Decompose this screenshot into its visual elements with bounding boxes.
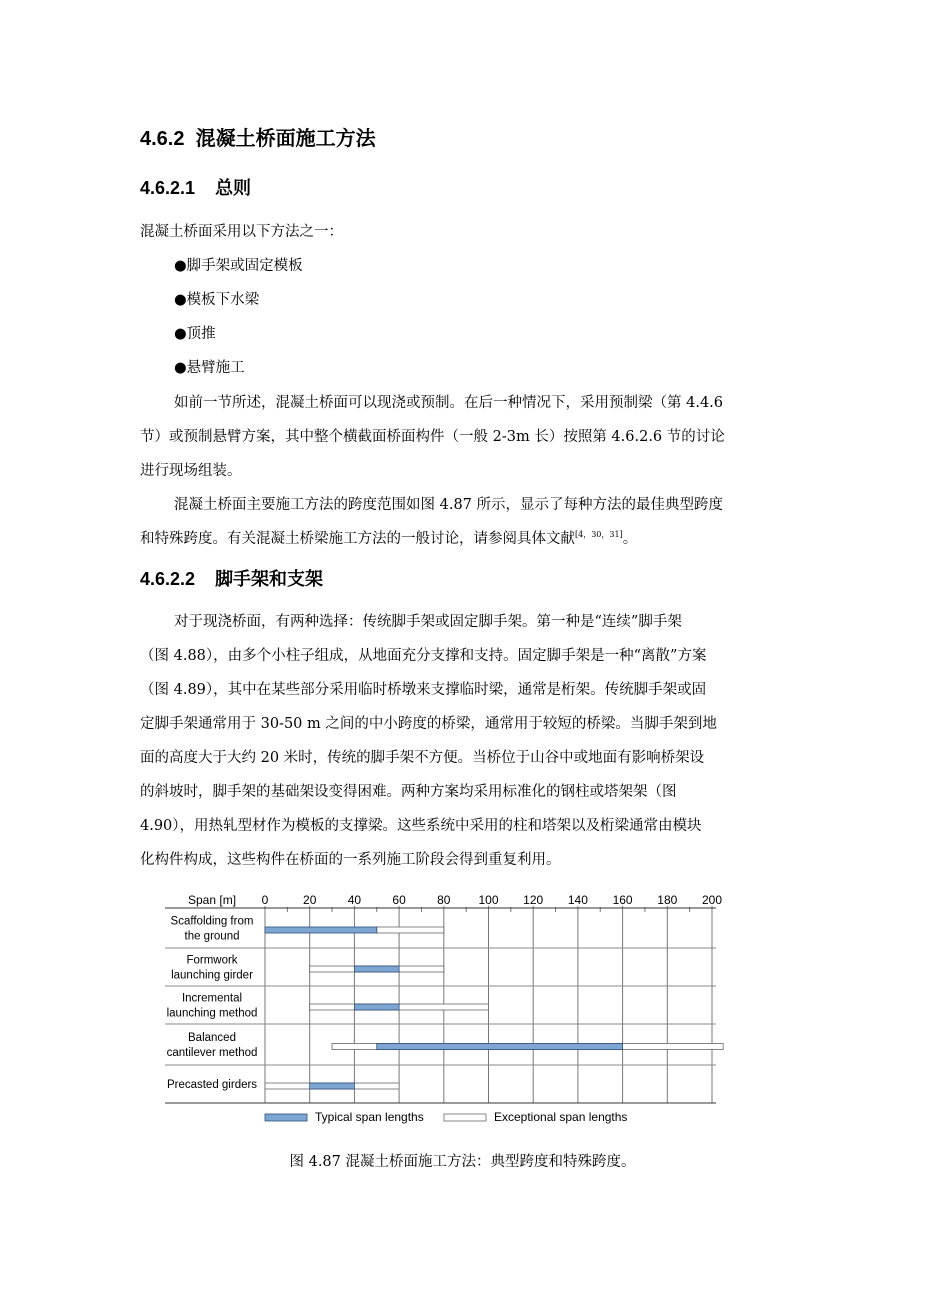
category-label: cantilever method bbox=[166, 1047, 258, 1059]
bullet-item: ●模板下水梁 bbox=[174, 292, 260, 308]
intro-text: 混凝土桥面采用以下方法之一： bbox=[140, 224, 343, 240]
paragraph-text: 和特殊跨度。有关混凝土桥梁施工方法的一般讨论，请参阅具体文献 bbox=[140, 531, 575, 547]
typical-span-bar bbox=[354, 966, 399, 972]
paragraph-line: 化构件构成，这些构件在桥面的一系列施工阶段会得到重复利用。 bbox=[140, 852, 561, 868]
section-title: 混凝土桥面施工方法 bbox=[195, 128, 376, 150]
x-tick-label: 60 bbox=[392, 893, 406, 907]
paragraph-line: 混凝土桥面主要施工方法的跨度范围如图 4.87 所示，显示了每种方法的最佳典型跨度 bbox=[174, 497, 724, 513]
x-tick-label: 120 bbox=[523, 893, 544, 907]
subsection-title: 总则 bbox=[215, 178, 252, 198]
paragraph-line: 进行现场组装。 bbox=[140, 463, 242, 479]
paragraph-line bbox=[140, 522, 785, 556]
x-tick-label: 20 bbox=[303, 893, 317, 907]
x-tick-label: 80 bbox=[437, 893, 451, 907]
figure-caption: 图 4.87 混凝土桥面施工方法：典型跨度和特殊跨度。 bbox=[289, 1154, 636, 1170]
paragraph-line: 的斜坡时，脚手架的基础架设变得困难。两种方案均采用标准化的钢柱或塔架架（图 bbox=[140, 784, 677, 800]
paragraph-line: 如前一节所述，混凝土桥面可以现浇或预制。在后一种情况下，采用预制梁（第 4.4.6 bbox=[174, 395, 724, 411]
legend-label-typical: Typical span lengths bbox=[315, 1110, 424, 1124]
subsection-number: 4.6.2.1 bbox=[140, 178, 196, 198]
section-heading bbox=[140, 122, 376, 151]
x-tick-label: 40 bbox=[347, 893, 362, 907]
category-label: Incremental bbox=[181, 992, 243, 1005]
section-number: 4.6.2 bbox=[140, 128, 185, 150]
x-tick-label: 140 bbox=[567, 893, 588, 907]
paragraph-line: 节）或预制悬臂方案，其中整个横截面桥面构件（一般 2-3m 长）按照第 4.6.2.6 节的讨论 bbox=[140, 429, 725, 445]
paragraph-line: （图 4.89），其中在某些部分采用临时桥墩来支撑临时梁，通常是桁架。传统脚手架或固 bbox=[140, 682, 707, 698]
typical-span-bar bbox=[377, 1044, 623, 1050]
subsection-heading-1 bbox=[140, 174, 251, 200]
paragraph-line: 4.90），用热轧型材作为模板的支撑梁。这些系统中采用的柱和塔架以及桁梁通常由模块 bbox=[140, 818, 702, 834]
subsection-number: 4.6.2.2 bbox=[140, 569, 196, 589]
subsection-title: 脚手架和支架 bbox=[215, 569, 324, 589]
category-label: Formwork bbox=[186, 954, 238, 967]
category-label: launching girder bbox=[171, 969, 253, 982]
typical-span-bar bbox=[310, 1083, 355, 1089]
paragraph-line: 定脚手架通常用于 30-50 m 之间的中小跨度的桥梁，通常用于较短的桥梁。当脚手架到地 bbox=[140, 716, 717, 732]
paragraph-line: （图 4.88），由多个小柱子组成，从地面充分支撑和支持。固定脚手架是一种“离散”方案 bbox=[140, 648, 707, 664]
x-tick-label: 180 bbox=[657, 893, 678, 907]
bullet-item: ●顶推 bbox=[174, 326, 216, 342]
legend-swatch-typical bbox=[265, 1114, 307, 1121]
category-label: Precasted girders bbox=[166, 1079, 258, 1091]
paragraph-line: 对于现浇桥面，有两种选择：传统脚手架或固定脚手架。第一种是“连续”脚手架 bbox=[174, 614, 682, 630]
bullet-item: ●悬臂施工 bbox=[174, 360, 245, 376]
x-tick-label: 100 bbox=[478, 893, 499, 907]
span-range-chart bbox=[160, 885, 730, 1130]
subsection-heading-2 bbox=[140, 565, 323, 591]
paragraph-end: 。 bbox=[622, 531, 638, 547]
legend-swatch-exceptional bbox=[444, 1114, 486, 1121]
exceptional-span-bar bbox=[377, 927, 444, 933]
category-label: launching method bbox=[166, 1007, 258, 1020]
category-label: the ground bbox=[184, 930, 240, 943]
category-label: Scaffolding from bbox=[170, 915, 254, 928]
bullet-item: ●脚手架或固定模板 bbox=[174, 258, 303, 274]
typical-span-bar bbox=[354, 1004, 399, 1010]
x-tick-label: 160 bbox=[612, 893, 633, 907]
citation-reference: [4，30，31] bbox=[575, 530, 623, 539]
category-label: Balanced bbox=[188, 1032, 236, 1044]
typical-span-bar bbox=[265, 927, 377, 933]
x-tick-label: 0 bbox=[261, 893, 269, 907]
x-tick-label: 200 bbox=[701, 893, 723, 907]
x-axis-label: Span [m] bbox=[188, 893, 237, 907]
paragraph-line: 面的高度大于大约 20 米时，传统的脚手架不方便。当桥位于山谷中或地面有影响桥架设 bbox=[140, 750, 705, 766]
legend-label-exceptional: Exceptional span lengths bbox=[494, 1110, 628, 1124]
